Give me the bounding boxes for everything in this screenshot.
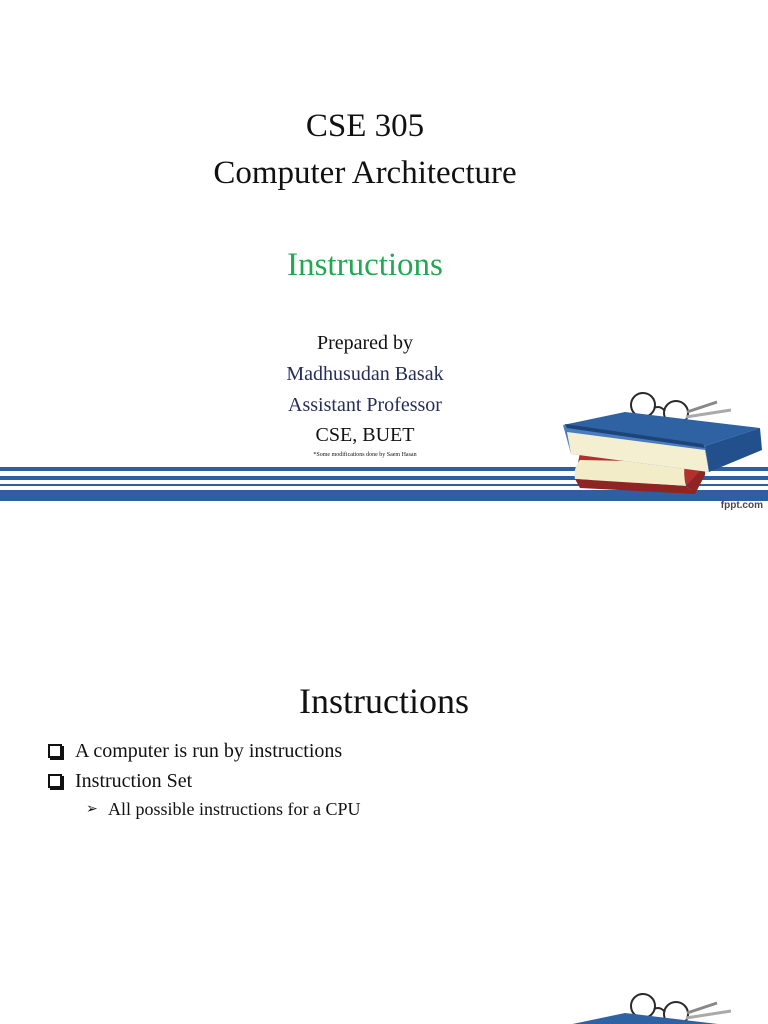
books-glasses-illustration — [555, 380, 768, 502]
sub-bullet-text: All possible instructions for a CPU — [108, 799, 361, 819]
arrowhead-icon: ➢ — [86, 801, 98, 817]
course-name: Computer Architecture — [213, 155, 517, 191]
books-glasses-illustration — [555, 981, 768, 1024]
sub-bullet-list — [86, 798, 361, 820]
modification-note: *Some modifications done by Saem Hasan — [313, 452, 417, 458]
course-code: CSE 305 — [305, 108, 425, 144]
author-name: Madhusudan Basak — [286, 363, 444, 385]
author-position: Assistant Professor — [288, 394, 442, 416]
lecture-topic: Instructions — [287, 247, 443, 283]
bullet-list — [48, 739, 342, 799]
fppt-watermark: fppt.com — [720, 500, 763, 511]
slide-title: Instructions — [299, 681, 469, 721]
department: CSE, BUET — [315, 424, 415, 446]
list-item — [48, 769, 342, 799]
sub-list-item — [86, 798, 361, 820]
list-item — [48, 739, 342, 769]
blue-book-icon — [563, 1013, 762, 1024]
prepared-by-label: Prepared by — [316, 332, 414, 354]
checkbox-square-icon — [48, 744, 62, 758]
checkbox-square-icon — [48, 774, 62, 788]
bullet-text: Instruction Set — [75, 770, 193, 792]
bullet-text: A computer is run by instructions — [75, 740, 343, 762]
content-slide — [0, 512, 768, 1024]
